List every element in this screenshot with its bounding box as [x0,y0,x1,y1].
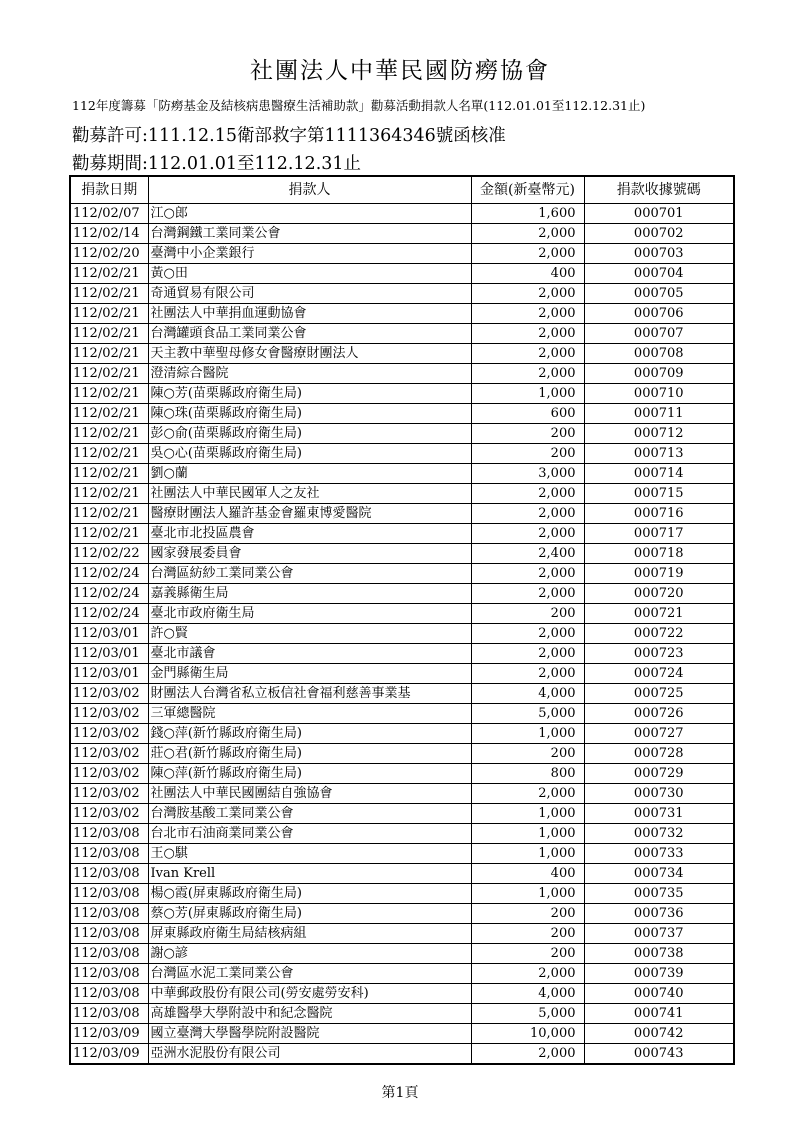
donation-amount: 2,000 [471,504,584,524]
donation-date: 112/02/21 [70,464,148,484]
receipt-number: 000715 [584,484,734,504]
receipt-number: 000719 [584,564,734,584]
donation-date: 112/03/02 [70,724,148,744]
donor-name: 台灣鋼鐵工業同業公會 [148,224,471,244]
donation-date: 112/02/22 [70,544,148,564]
donor-name: 台灣區紡紗工業同業公會 [148,564,471,584]
donor-name: 彭○俞(苗栗縣政府衛生局) [148,424,471,444]
donation-date: 112/03/09 [70,1044,148,1065]
table-row [70,624,734,644]
header-donor: 捐款人 [148,176,471,204]
donation-amount: 2,000 [471,304,584,324]
donor-name: 台北市石油商業同業公會 [148,824,471,844]
table-row [70,744,734,764]
donor-name: 金門縣衛生局 [148,664,471,684]
donor-name: 社團法人中華民國團結自強協會 [148,784,471,804]
donation-amount: 1,000 [471,884,584,904]
donor-name: 錢○萍(新竹縣政府衛生局) [148,724,471,744]
receipt-number: 000736 [584,904,734,924]
header-amount: 金額(新臺幣元) [471,176,584,204]
table-row [70,564,734,584]
donor-name: 社團法人中華民國軍人之友社 [148,484,471,504]
donor-name: 台灣罐頭食品工業同業公會 [148,324,471,344]
receipt-number: 000726 [584,704,734,724]
receipt-number: 000701 [584,204,734,224]
donation-date: 112/03/02 [70,784,148,804]
donation-date: 112/02/21 [70,324,148,344]
page-number: 第1頁 [381,1085,419,1101]
table-row [70,724,734,744]
receipt-number: 000708 [584,344,734,364]
table-row [70,404,734,424]
donation-date: 112/02/21 [70,264,148,284]
table-row [70,264,734,284]
donation-date: 112/03/08 [70,1004,148,1024]
donation-amount: 200 [471,604,584,624]
donation-amount: 200 [471,424,584,444]
donor-name: 台灣區水泥工業同業公會 [148,964,471,984]
receipt-number: 000742 [584,1024,734,1044]
receipt-number: 000738 [584,944,734,964]
donor-name: 中華郵政股份有限公司(勞安處勞安科) [148,984,471,1004]
donation-date: 112/03/02 [70,744,148,764]
table-row [70,484,734,504]
donation-amount: 2,000 [471,784,584,804]
table-row [70,964,734,984]
table-row [70,1004,734,1024]
donor-name: 國立臺灣大學醫學院附設醫院 [148,1024,471,1044]
donation-amount: 2,000 [471,524,584,544]
donation-amount: 2,000 [471,284,584,304]
table-row [70,324,734,344]
donation-amount: 1,000 [471,804,584,824]
donation-amount: 5,000 [471,1004,584,1024]
donation-date: 112/03/08 [70,844,148,864]
donation-amount: 400 [471,864,584,884]
donation-date: 112/03/08 [70,984,148,1004]
donation-amount: 800 [471,764,584,784]
donation-date: 112/03/08 [70,964,148,984]
donation-date: 112/03/01 [70,664,148,684]
donation-amount: 2,000 [471,224,584,244]
donation-amount: 10,000 [471,1024,584,1044]
table-row [70,1024,734,1044]
donor-name: 謝○諺 [148,944,471,964]
table-row [70,784,734,804]
permit-line: 勸募許可:111.12.15衛部救字第1111364346號函核准 [72,126,506,146]
table-row [70,864,734,884]
donor-name: 嘉義縣衛生局 [148,584,471,604]
donation-amount: 2,000 [471,664,584,684]
donation-date: 112/02/21 [70,524,148,544]
donation-amount: 3,000 [471,464,584,484]
receipt-number: 000733 [584,844,734,864]
donor-name: 奇通貿易有限公司 [148,284,471,304]
table-row [70,944,734,964]
donor-name: 三軍總醫院 [148,704,471,724]
donation-amount: 600 [471,404,584,424]
receipt-number: 000739 [584,964,734,984]
donation-amount: 200 [471,744,584,764]
donation-date: 112/03/08 [70,824,148,844]
donation-amount: 2,000 [471,244,584,264]
table-row [70,644,734,664]
donation-date: 112/02/21 [70,364,148,384]
receipt-number: 000717 [584,524,734,544]
donation-date: 112/02/24 [70,604,148,624]
table-row [70,524,734,544]
donor-name: 高雄醫學大學附設中和紀念醫院 [148,1004,471,1024]
receipt-number: 000729 [584,764,734,784]
donation-amount: 2,000 [471,964,584,984]
table-row [70,764,734,784]
table-row [70,544,734,564]
receipt-number: 000735 [584,884,734,904]
receipt-number: 000730 [584,784,734,804]
donation-amount: 200 [471,944,584,964]
donation-date: 112/02/21 [70,384,148,404]
donation-amount: 200 [471,924,584,944]
table-row [70,704,734,724]
donation-date: 112/02/20 [70,244,148,264]
donor-name: 天主教中華聖母修女會醫療財團法人 [148,344,471,364]
donor-name: 屏東縣政府衛生局結核病組 [148,924,471,944]
donation-date: 112/02/21 [70,504,148,524]
donation-date: 112/02/21 [70,304,148,324]
donation-date: 112/03/02 [70,704,148,724]
document-subtitle: 112年度籌募「防癆基金及結核病患醫療生活補助款」勸募活動捐款人名單(112.01.01至112.12.31止) [72,98,646,113]
donation-date: 112/02/21 [70,444,148,464]
donation-amount: 4,000 [471,984,584,1004]
donation-date: 112/03/09 [70,1024,148,1044]
donation-amount: 2,400 [471,544,584,564]
receipt-number: 000703 [584,244,734,264]
donation-amount: 1,000 [471,844,584,864]
donation-amount: 4,000 [471,684,584,704]
receipt-number: 000740 [584,984,734,1004]
table-row [70,824,734,844]
donor-name: 臺北市北投區農會 [148,524,471,544]
table-row [70,244,734,264]
donor-name: 劉○蘭 [148,464,471,484]
donation-date: 112/02/07 [70,204,148,224]
donation-amount: 1,000 [471,724,584,744]
table-row [70,384,734,404]
table-row [70,584,734,604]
donation-date: 112/03/08 [70,884,148,904]
donation-amount: 2,000 [471,364,584,384]
period-line: 勸募期間:112.01.01至112.12.31止 [72,154,362,174]
table-row [70,984,734,1004]
donation-amount: 2,000 [471,1044,584,1065]
donor-name: 臺北市議會 [148,644,471,664]
table-row [70,924,734,944]
receipt-number: 000716 [584,504,734,524]
receipt-number: 000727 [584,724,734,744]
table-row [70,804,734,824]
table-row [70,664,734,684]
donation-date: 112/03/02 [70,764,148,784]
donation-date: 112/03/02 [70,684,148,704]
header-receipt: 捐款收據號碼 [584,176,734,204]
donor-name: 吳○心(苗栗縣政府衛生局) [148,444,471,464]
table-row [70,464,734,484]
donation-date: 112/02/24 [70,584,148,604]
donation-amount: 2,000 [471,484,584,504]
receipt-number: 000713 [584,444,734,464]
table-row [70,844,734,864]
table-body [70,204,734,1065]
donation-amount: 1,000 [471,384,584,404]
receipt-number: 000704 [584,264,734,284]
donation-amount: 1,000 [471,824,584,844]
table-row [70,284,734,304]
donation-amount: 2,000 [471,584,584,604]
receipt-number: 000707 [584,324,734,344]
donor-name: 黃○田 [148,264,471,284]
receipt-number: 000711 [584,404,734,424]
donation-date: 112/02/14 [70,224,148,244]
donor-name: 陳○萍(新竹縣政府衛生局) [148,764,471,784]
receipt-number: 000714 [584,464,734,484]
donor-name: 莊○君(新竹縣政府衛生局) [148,744,471,764]
donation-date: 112/03/08 [70,904,148,924]
donation-amount: 2,000 [471,564,584,584]
receipt-number: 000723 [584,644,734,664]
receipt-number: 000725 [584,684,734,704]
receipt-number: 000741 [584,1004,734,1024]
donation-amount: 1,600 [471,204,584,224]
table-row [70,304,734,324]
donation-date: 112/02/21 [70,344,148,364]
donation-date: 112/03/08 [70,944,148,964]
table-row [70,204,734,224]
donor-name: 亞洲水泥股份有限公司 [148,1044,471,1065]
table-row [70,444,734,464]
receipt-number: 000734 [584,864,734,884]
table-row [70,884,734,904]
receipt-number: 000722 [584,624,734,644]
donation-amount: 200 [471,904,584,924]
donor-name: Ivan Krell [148,864,471,884]
table-row [70,504,734,524]
receipt-number: 000710 [584,384,734,404]
donation-date: 112/02/24 [70,564,148,584]
donation-amount: 5,000 [471,704,584,724]
receipt-number: 000731 [584,804,734,824]
donor-name: 社團法人中華捐血運動協會 [148,304,471,324]
donor-name: 蔡○芳(屏東縣政府衛生局) [148,904,471,924]
header-date: 捐款日期 [70,176,148,204]
donation-amount: 2,000 [471,624,584,644]
document-title: 社團法人中華民國防癆協會 [250,58,550,84]
donation-date: 112/03/08 [70,864,148,884]
receipt-number: 000732 [584,824,734,844]
table-row [70,424,734,444]
donation-amount: 2,000 [471,644,584,664]
donor-name: 臺北市政府衛生局 [148,604,471,624]
receipt-number: 000728 [584,744,734,764]
donation-date: 112/02/21 [70,404,148,424]
donor-name: 國家發展委員會 [148,544,471,564]
table-header-row [70,176,734,204]
table-row [70,1044,734,1065]
donor-name: 陳○珠(苗栗縣政府衛生局) [148,404,471,424]
receipt-number: 000724 [584,664,734,684]
receipt-number: 000709 [584,364,734,384]
donation-amount: 2,000 [471,344,584,364]
table-row [70,604,734,624]
donation-amount: 200 [471,444,584,464]
receipt-number: 000721 [584,604,734,624]
donation-amount: 400 [471,264,584,284]
donation-date: 112/02/21 [70,424,148,444]
donor-name: 澄清綜合醫院 [148,364,471,384]
donor-name: 楊○霞(屏東縣政府衛生局) [148,884,471,904]
donor-name: 王○騏 [148,844,471,864]
table-row [70,364,734,384]
receipt-number: 000706 [584,304,734,324]
donor-name: 台灣胺基酸工業同業公會 [148,804,471,824]
table-row [70,904,734,924]
donation-date: 112/03/01 [70,624,148,644]
receipt-number: 000712 [584,424,734,444]
donation-date: 112/03/01 [70,644,148,664]
table-row [70,684,734,704]
receipt-number: 000737 [584,924,734,944]
donor-name: 許○賢 [148,624,471,644]
receipt-number: 000718 [584,544,734,564]
table-row [70,224,734,244]
receipt-number: 000705 [584,284,734,304]
receipt-number: 000702 [584,224,734,244]
donor-name: 陳○芳(苗栗縣政府衛生局) [148,384,471,404]
table-row [70,344,734,364]
donor-table [69,175,735,1065]
donation-amount: 2,000 [471,324,584,344]
donation-date: 112/02/21 [70,484,148,504]
donor-name: 臺灣中小企業銀行 [148,244,471,264]
receipt-number: 000743 [584,1044,734,1065]
donation-date: 112/02/21 [70,284,148,304]
donor-name: 江○郎 [148,204,471,224]
donor-name: 財團法人台灣省私立板信社會福利慈善事業基 [148,684,471,704]
donation-date: 112/03/02 [70,804,148,824]
receipt-number: 000720 [584,584,734,604]
donation-date: 112/03/08 [70,924,148,944]
donor-name: 醫療財團法人羅許基金會羅東博愛醫院 [148,504,471,524]
